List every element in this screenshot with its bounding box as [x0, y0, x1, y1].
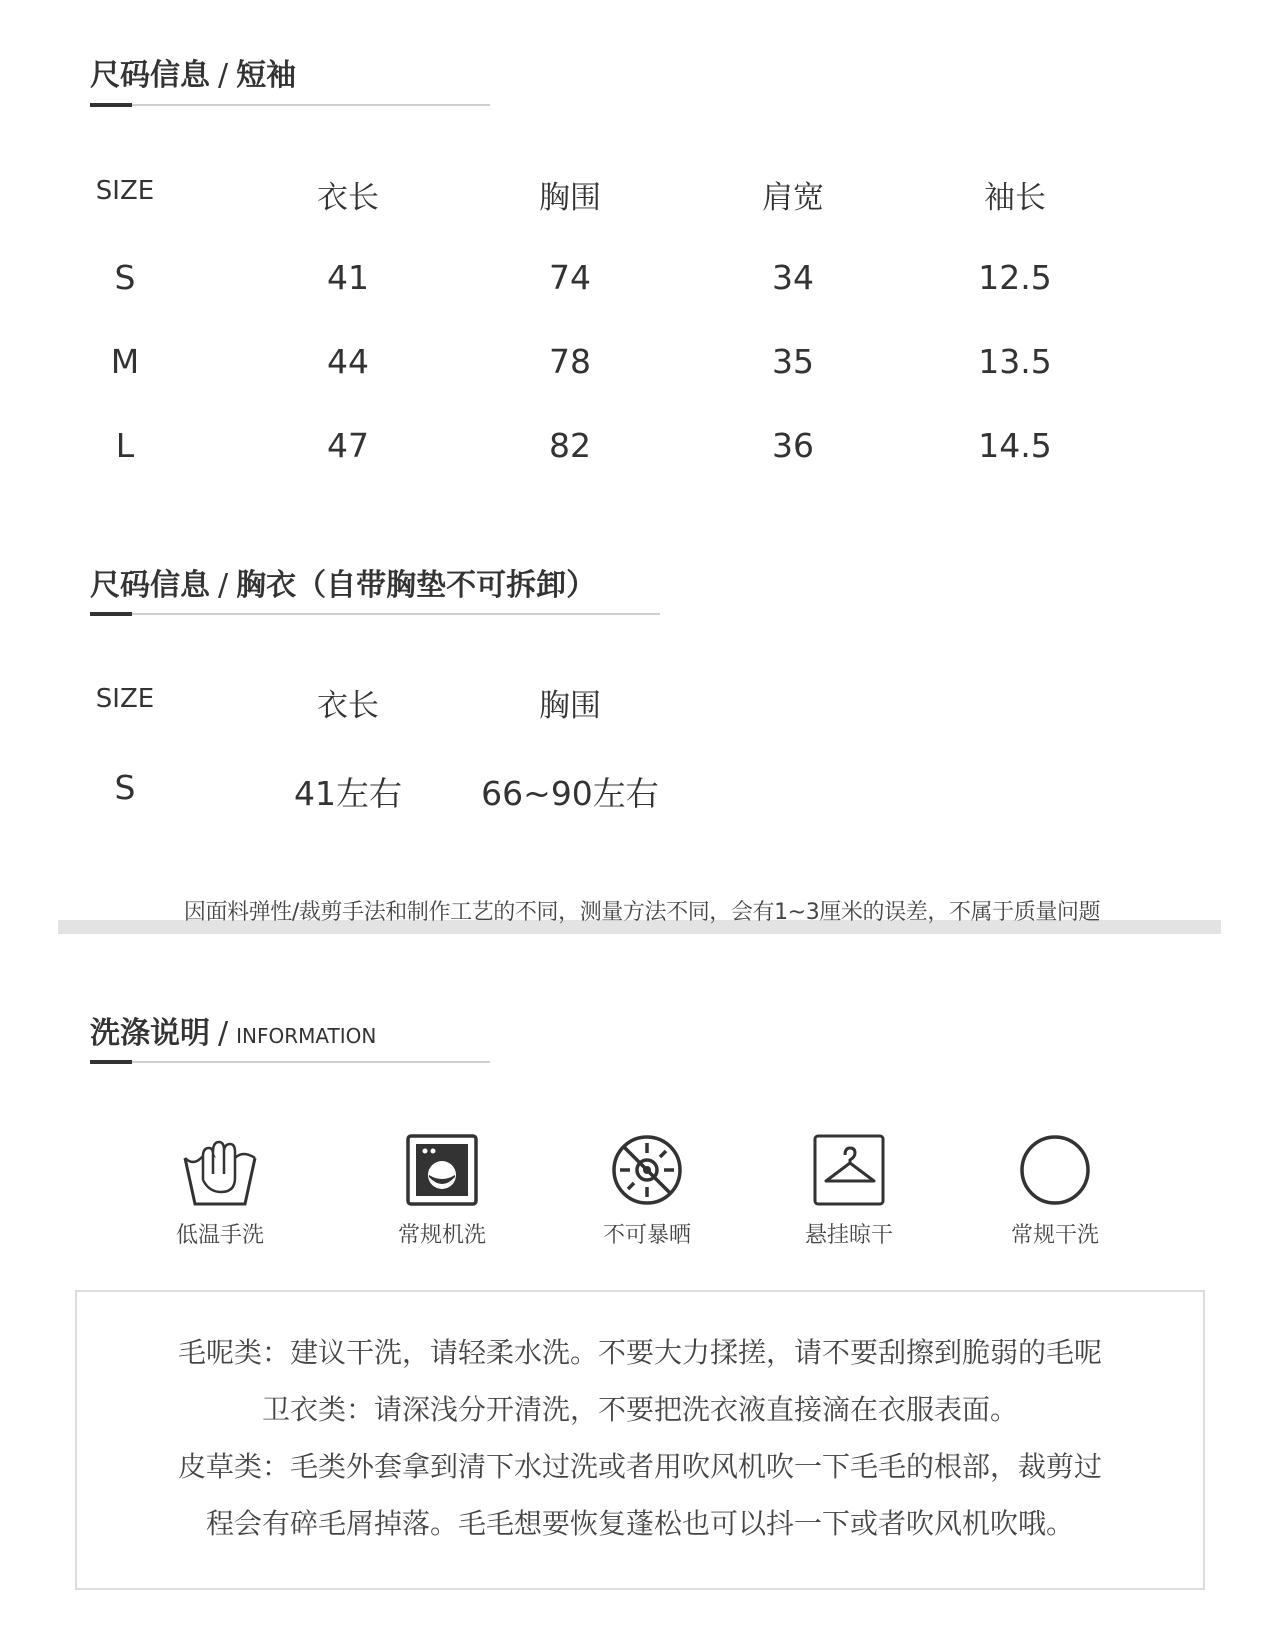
table-row-s-length: 41	[327, 258, 369, 297]
size-table-short-sleeve	[0, 0, 1280, 480]
care-instruction-wool: 毛呢类：建议干洗，请轻柔水洗。不要大力揉搓，请不要刮擦到脆弱的毛呢	[177, 1336, 1102, 1369]
care-instruction-sweatshirt: 卫衣类：请深浅分开清洗，不要把洗衣液直接滴在衣服表面。	[261, 1393, 1018, 1426]
bra-row-s-length: 41左右	[294, 774, 402, 813]
table-row-l-length: 47	[327, 426, 369, 465]
care-divider-accent	[90, 1060, 132, 1064]
care-subtitle: INFORMATION	[236, 1024, 377, 1048]
bra-header-size: SIZE	[95, 684, 155, 714]
table-header-shoulder: 肩宽	[762, 180, 824, 216]
bra-row-s-chest: 66~90左右	[481, 774, 659, 813]
table-header-sleeve: 袖长	[984, 180, 1046, 216]
table-row-l-shoulder: 36	[772, 426, 814, 465]
table-row-s-size: S	[114, 258, 136, 297]
care-label-no-sun: 不可暴晒	[602, 1223, 691, 1248]
washing-machine-icon	[405, 1133, 479, 1207]
table-row-m-chest: 78	[549, 342, 591, 381]
bra-header-length: 衣长	[317, 688, 379, 724]
table-row-m-length: 44	[327, 342, 369, 381]
table-header-chest: 胸围	[539, 180, 601, 216]
measurement-note: 因面料弹性/裁剪手法和制作工艺的不同，测量方法不同，会有1~3厘米的误差，不属于质量问题	[183, 900, 1101, 925]
no-sun-icon	[610, 1133, 684, 1207]
hand-wash-icon	[173, 1134, 263, 1208]
care-title	[90, 1016, 376, 1054]
care-label-hang-dry: 悬挂晾干	[804, 1223, 893, 1248]
table-row-l-size: L	[115, 426, 135, 465]
bra-row-s-size: S	[114, 768, 136, 807]
table-row-s-shoulder: 34	[772, 258, 814, 297]
care-instructions-box	[75, 1290, 1205, 1590]
section1-title-text: 尺码信息	[90, 58, 210, 93]
section2-subtitle: 胸衣（自带胸垫不可拆卸）	[236, 568, 597, 603]
care-slash: /	[218, 1016, 229, 1051]
care-title-text: 洗涤说明	[90, 1016, 210, 1051]
section2-title	[90, 568, 596, 604]
table-row-m-sleeve: 13.5	[978, 342, 1052, 381]
section1-slash: /	[218, 58, 229, 93]
section1-subtitle: 短袖	[236, 58, 297, 93]
bra-header-chest: 胸围	[539, 688, 601, 724]
table-row-m-shoulder: 35	[772, 342, 814, 381]
care-instruction-fur-1: 皮草类：毛类外套拿到清下水过洗或者用吹风机吹一下毛毛的根部，裁剪过	[177, 1450, 1102, 1483]
section2-title-text: 尺码信息	[90, 568, 210, 603]
table-header-length: 衣长	[317, 180, 379, 216]
table-row-l-chest: 82	[549, 426, 591, 465]
care-label-hand-wash: 低温手洗	[175, 1223, 264, 1248]
care-instruction-fur-2: 程会有碎毛屑掉落。毛毛想要恢复蓬松也可以抖一下或者吹风机吹哦。	[205, 1507, 1074, 1540]
hang-dry-icon	[812, 1133, 886, 1207]
size-table-bra	[0, 600, 1280, 820]
table-row-s-chest: 74	[549, 258, 591, 297]
dry-clean-icon	[1018, 1133, 1092, 1207]
table-row-l-sleeve: 14.5	[978, 426, 1052, 465]
care-label-dry-clean: 常规干洗	[1010, 1223, 1099, 1248]
care-label-machine-wash: 常规机洗	[397, 1223, 486, 1248]
table-header-size: SIZE	[95, 176, 155, 206]
care-divider	[90, 1061, 490, 1063]
section2-slash: /	[218, 568, 229, 603]
table-row-s-sleeve: 12.5	[978, 258, 1052, 297]
table-row-m-size: M	[110, 342, 140, 381]
